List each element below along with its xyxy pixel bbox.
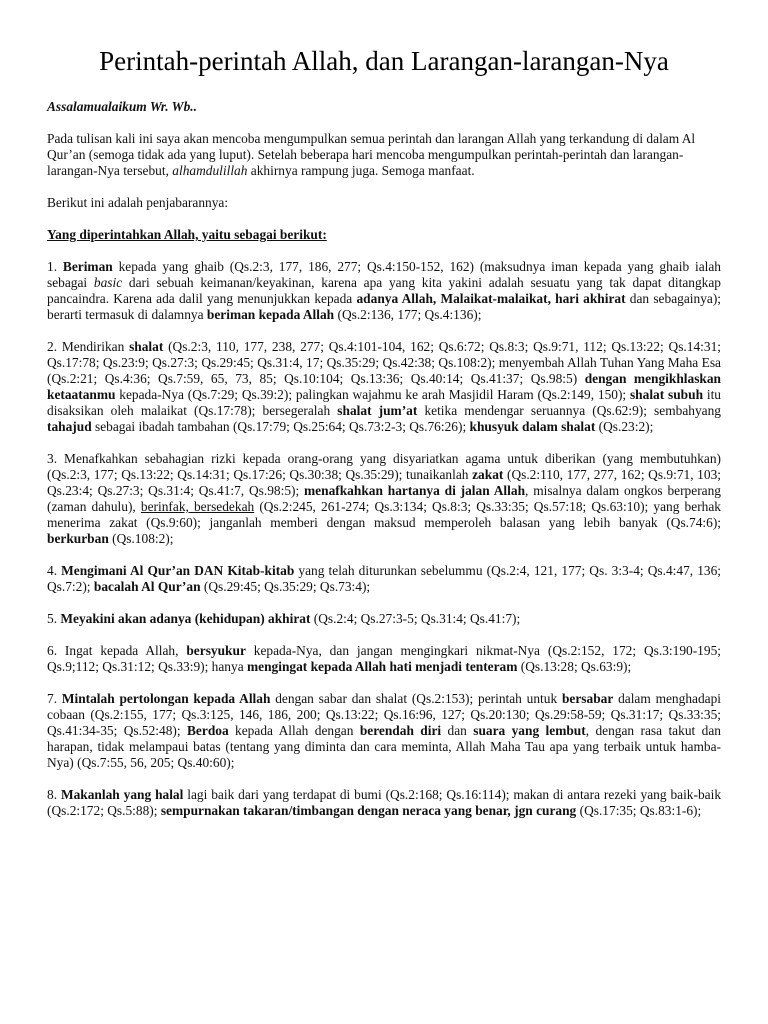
text-run: kepada Allah dengan [228,723,360,738]
text-run: 6. Ingat kepada Allah, [47,643,187,658]
bold-text: berendah diri [359,723,442,738]
text-run: 3. Menafkahkan sebahagian rizki kepada orang-orang yang disyariatkan agama untuk diberikan (yang membutuhkan) (Qs.2:3, 177; Qs.13:22; Qs.14:31; Qs.17:26; Qs.30:38; Qs.35:29); tunaikanlah [47,451,721,482]
text-run: lagi baik dari yang terdapat di bumi (Qs.2:168; Qs.16:114); makan di antara rezeki yang baik-baik (Qs.2:172; Qs.5:88); [47,787,722,818]
bold-text: khusyuk dalam shalat [469,419,596,434]
text-run: dengan sabar dan shalat (Qs.2:153); perintah untuk [270,691,562,706]
italic-text: basic [93,275,123,290]
bold-text: Beriman [62,259,113,274]
bold-text: Makanlah yang halal [60,787,184,802]
bold-text: shalat [129,339,164,354]
bold-text: berkurban [47,531,109,546]
text-run: (Qs.2:136, 177; Qs.4:136); [334,307,482,322]
bold-text: suara yang lembut [473,723,586,738]
list-item [47,691,721,771]
bold-text: menafkahkan hartanya di jalan Allah [304,483,526,498]
text-run: (Qs.2:245, 261-274; Qs.3:134; Qs.8:3; Qs.33:35; Qs.57:18; Qs.63:10); yang berhak menerima zakat (Qs.9:60); janganlah memberi dengan maksud memperoleh balasan yang lebih banyak (Qs.74:6); [47,499,721,530]
text-run: (Qs.108:2); [108,531,174,546]
text-run: 8. [47,787,61,802]
text-run: yang telah diturunkan sebelummu (Qs.2:4, 121, 177; Qs. 3:3-4; Qs.4:47, 136; Qs.7:2); [47,563,722,594]
text-run: (Qs.13:28; Qs.63:9); [517,659,632,674]
text-run: kepada-Nya, dan jangan mengingkari nikmat-Nya (Qs.2:152, 172; Qs.3:190-195; Qs.9;112; Qs.31:12; Qs.33:9); hanya [47,643,721,674]
text-run: ketika mendengar seruannya (Qs.62:9); sembahyang [417,403,721,418]
text-run: (Qs.17:35; Qs.83:1-6); [576,803,702,818]
text-run: Pada tulisan kali ini saya akan mencoba mengumpulkan semua perintah dan larangan Allah yang terkandung di dalam Al Qur’an (semoga tidak ada yang luput). Setelah beberapa hari mencoba mengumpulkan perintah-perintah dan larangan-larangan-Nya tersebut, [47,131,696,178]
text-run: dalam menghadapi cobaan (Qs.2:155, 177; Qs.3:125, 146, 186, 200; Qs.13:22; Qs.16:96, 127; Qs.20:130; Qs.29:58-59; Qs.31:17; Qs.33:35; Qs.41:34-35; Qs.52:48); [47,691,722,738]
lead-text: Berikut ini adalah penjabarannya: [47,195,229,210]
list-item [47,451,721,547]
greeting: Assalamualaikum Wr. Wb.. [47,99,197,114]
text-run: itu disaksikan oleh malaikat (Qs.17:78); bersegeralah [47,387,721,418]
bold-text: zakat [472,467,504,482]
bold-text: bacalah Al Qur’an [93,579,201,594]
text-run: (Qs.2:4; Qs.27:3-5; Qs.31:4; Qs.41:7); [310,611,521,626]
bold-text: adanya Allah, Malaikat-malaikat, hari akhirat [356,291,626,306]
text-run: sebagai ibadah tambahan (Qs.17:79; Qs.25:64; Qs.73:2-3; Qs.76:26); [91,419,470,434]
italic-text: alhamdulillah [172,163,248,178]
bold-text: bersabar [561,691,614,706]
document-page [47,46,721,835]
text-run: dan sebagainya); berarti termasuk di dalamnya [47,291,722,322]
intro-paragraph [47,131,721,179]
underlined-text: berinfak, bersedekah [140,499,255,514]
text-run: 5. [47,611,61,626]
text-run: (Qs.29:45; Qs.35:29; Qs.73:4); [200,579,371,594]
text-run: dari sebuah keimanan/keyakinan, karena apa yang kita yakini adalah sesuatu yang tak dapat ditangkap pancaindra. Karena ada dalil yang menunjukkan kepada [47,275,721,306]
list-item [47,259,721,323]
bold-text: shalat jum’at [337,403,418,418]
bold-text: beriman kepada Allah [206,307,335,322]
document-title: Perintah-perintah Allah, dan Larangan-larangan-Nya [99,46,669,76]
bold-text: sempurnakan takaran/timbangan dengan neraca yang benar, jgn curang [160,803,577,818]
text-run: , dengan rasa takut dan harapan, tidak melampaui batas (tentang yang diminta dan cara meminta, Allah Maha Tau apa yang terbaik untuk hamba-Nya) (Qs.7:55, 56, 205; Qs.40:60); [47,723,721,770]
bold-text: tahajud [47,419,92,434]
text-run: kepada yang ghaib (Qs.2:3, 177, 186, 277; Qs.4:150-152, 162) (maksudnya iman kepada yang ghaib ialah sebagai [47,259,722,290]
bold-text: shalat subuh [629,387,704,402]
text-run: (Qs.2:3, 110, 177, 238, 277; Qs.4:101-104, 162; Qs.6:72; Qs.8:3; Qs.9:71, 112; Qs.13:22; Qs.14:31; Qs.17:78; Qs.23:9; Qs.27:3; Qs.29:45; Qs.31:4, 17; Qs.35:29; Qs.42:38; Qs.108:2); menyembah Allah Tuhan Yang Maha Esa (Qs.2:21; Qs.4:36; Qs.7:59, 65, 73, 85; Qs.10:104; Qs.13:36; Qs.40:14; Qs.41:37; Qs.98:5) [47,339,721,386]
bold-text: Meyakini akan adanya (kehidupan) akhirat [60,611,311,626]
text-run: (Qs.23:2); [595,419,654,434]
text-run: 1. [47,259,63,274]
list-item [47,643,721,675]
bold-text: mengingat kepada Allah hati menjadi tenteram [246,659,518,674]
list-item [47,787,721,819]
text-run: 7. [47,691,62,706]
list-item [47,611,721,627]
section-heading: Yang diperintahkan Allah, yaitu sebagai berikut: [47,227,327,242]
bold-text: bersyukur [186,643,246,658]
text-run: (Qs.2:110, 177, 277, 162; Qs.9:71, 103; Qs.23:4; Qs.27:3; Qs.31:4; Qs.41:7, Qs.98:5); [47,467,721,498]
text-run: akhirnya rampung juga. Semoga manfaat. [247,163,475,178]
text-run: kepada-Nya (Qs.7:29; Qs.39:2); palingkan wajahmu ke arah Masjidil Haram (Qs.2:149, 150); [115,387,630,402]
text-run: dan [441,723,474,738]
bold-text: dengan mengikhlaskan ketaatanmu [47,371,721,402]
bold-text: Mengimani Al Qur’an DAN Kitab-kitab [61,563,295,578]
list-item [47,339,721,435]
bold-text: Mintalah pertolongan kepada Allah [61,691,271,706]
bold-text: Berdoa [187,723,229,738]
list-item [47,563,721,595]
text-run: 4. [47,563,62,578]
text-run: , misalnya dalam ongkos berperang (zaman dahulu), [47,483,721,514]
text-run: 2. Mendirikan [47,339,130,354]
